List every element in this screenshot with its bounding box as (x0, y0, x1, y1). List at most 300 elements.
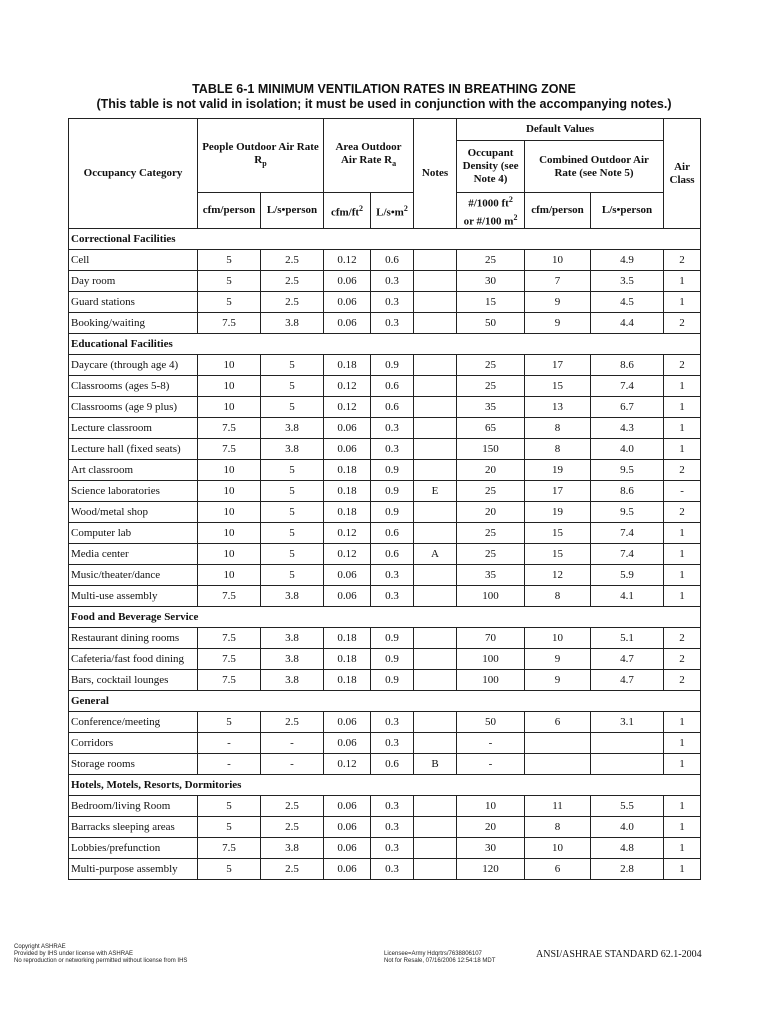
combined-ls-person-cell: 5.9 (591, 565, 664, 586)
occupancy-name-cell: Day room (69, 271, 198, 292)
occupant-density-cell: 150 (457, 439, 525, 460)
table-row (69, 439, 701, 460)
occupant-density-cell: - (457, 733, 525, 754)
category-row (69, 334, 701, 355)
table-row (69, 712, 701, 733)
notes-cell (414, 817, 457, 838)
people-cfm-person-cell: 5 (198, 712, 261, 733)
header-ls-person: L/s•person (261, 193, 324, 229)
people-cfm-person-cell: - (198, 754, 261, 775)
area-ls-m2-cell: 0.6 (371, 397, 414, 418)
occupancy-name-cell: Science laboratories (69, 481, 198, 502)
occupancy-name-cell: Storage rooms (69, 754, 198, 775)
combined-ls-person-cell: 6.7 (591, 397, 664, 418)
area-cfm-ft2-cell: 0.06 (324, 271, 371, 292)
area-cfm-ft2-cell: 0.06 (324, 313, 371, 334)
air-class-cell: 1 (664, 565, 701, 586)
combined-ls-person-cell: 5.5 (591, 796, 664, 817)
area-cfm-ft2-cell: 0.12 (324, 250, 371, 271)
air-class-cell: 2 (664, 670, 701, 691)
area-cfm-ft2-cell: 0.06 (324, 565, 371, 586)
occupancy-name-cell: Bars, cocktail lounges (69, 670, 198, 691)
people-ls-person-cell: 2.5 (261, 817, 324, 838)
occupancy-name-cell: Multi-purpose assembly (69, 859, 198, 880)
air-class-cell: 2 (664, 649, 701, 670)
occupant-density-cell: 50 (457, 313, 525, 334)
combined-cfm-person-cell: 10 (525, 250, 591, 271)
category-label: General (69, 691, 701, 712)
combined-cfm-person-cell: 7 (525, 271, 591, 292)
people-ls-person-cell: 2.5 (261, 292, 324, 313)
occupancy-name-cell: Restaurant dining rooms (69, 628, 198, 649)
table-row (69, 754, 701, 775)
area-cfm-ft2-cell: 0.18 (324, 355, 371, 376)
occupancy-name-cell: Barracks sleeping areas (69, 817, 198, 838)
area-cfm-ft2-cell: 0.18 (324, 481, 371, 502)
area-ls-m2-cell: 0.3 (371, 586, 414, 607)
area-cfm-ft2-cell: 0.06 (324, 712, 371, 733)
table-row (69, 313, 701, 334)
occupant-density-cell: 35 (457, 397, 525, 418)
table-row (69, 838, 701, 859)
table-row (69, 250, 701, 271)
area-cfm-ft2-cell: 0.06 (324, 418, 371, 439)
area-cfm-ft2-cell: 0.18 (324, 628, 371, 649)
people-ls-person-cell: 3.8 (261, 838, 324, 859)
occupancy-name-cell: Art classroom (69, 460, 198, 481)
combined-ls-person-cell: 4.9 (591, 250, 664, 271)
people-cfm-person-cell: 5 (198, 796, 261, 817)
header-ls-m2: $L/s•m^2$ (371, 193, 414, 229)
notes-cell (414, 460, 457, 481)
people-cfm-person-cell: 7.5 (198, 586, 261, 607)
people-cfm-person-cell: 10 (198, 460, 261, 481)
combined-cfm-person-cell: 17 (525, 481, 591, 502)
people-cfm-person-cell: 10 (198, 397, 261, 418)
area-ls-m2-cell: 0.9 (371, 670, 414, 691)
area-ls-m2-cell: 0.6 (371, 544, 414, 565)
notes-cell: A (414, 544, 457, 565)
table-row (69, 397, 701, 418)
combined-cfm-person-cell: 17 (525, 355, 591, 376)
occupancy-name-cell: Conference/meeting (69, 712, 198, 733)
ventilation-rates-table (68, 118, 701, 880)
combined-cfm-person-cell: 10 (525, 628, 591, 649)
area-ls-m2-cell: 0.6 (371, 754, 414, 775)
people-cfm-person-cell: 7.5 (198, 313, 261, 334)
area-ls-m2-cell: 0.3 (371, 271, 414, 292)
notes-cell (414, 628, 457, 649)
people-ls-person-cell: 5 (261, 460, 324, 481)
people-cfm-person-cell: 10 (198, 544, 261, 565)
people-ls-person-cell: 2.5 (261, 859, 324, 880)
combined-cfm-person-cell (525, 754, 591, 775)
people-cfm-person-cell: 10 (198, 523, 261, 544)
occupant-density-cell: 70 (457, 628, 525, 649)
category-row (69, 691, 701, 712)
area-ls-m2-cell: 0.9 (371, 502, 414, 523)
header-default-ls-person: L/s•person (591, 193, 664, 229)
table-row (69, 544, 701, 565)
people-cfm-person-cell: 10 (198, 376, 261, 397)
notes-cell (414, 313, 457, 334)
air-class-cell: 2 (664, 628, 701, 649)
notes-cell (414, 250, 457, 271)
occupancy-name-cell: Lobbies/prefunction (69, 838, 198, 859)
people-ls-person-cell: 3.8 (261, 670, 324, 691)
area-ls-m2-cell: 0.9 (371, 628, 414, 649)
combined-cfm-person-cell: 9 (525, 649, 591, 670)
area-ls-m2-cell: 0.6 (371, 523, 414, 544)
people-cfm-person-cell: 7.5 (198, 439, 261, 460)
occupant-density-cell: 25 (457, 355, 525, 376)
occupancy-name-cell: Cafeteria/fast food dining (69, 649, 198, 670)
people-cfm-person-cell: 7.5 (198, 838, 261, 859)
air-class-cell: 1 (664, 859, 701, 880)
people-ls-person-cell: 5 (261, 565, 324, 586)
people-ls-person-cell: 2.5 (261, 250, 324, 271)
air-class-cell: 1 (664, 586, 701, 607)
header-cfm-ft2: cfm/$ft^2$ (324, 193, 371, 229)
area-cfm-ft2-cell: 0.06 (324, 859, 371, 880)
table-row (69, 565, 701, 586)
area-ls-m2-cell: 0.9 (371, 481, 414, 502)
occupant-density-cell: 25 (457, 250, 525, 271)
occupancy-name-cell: Lecture classroom (69, 418, 198, 439)
header-notes: Notes (414, 119, 457, 229)
combined-ls-person-cell: 8.6 (591, 355, 664, 376)
table-row (69, 796, 701, 817)
occupancy-name-cell: Lecture hall (fixed seats) (69, 439, 198, 460)
air-class-cell: 1 (664, 712, 701, 733)
people-ls-person-cell: - (261, 754, 324, 775)
area-ls-m2-cell: 0.6 (371, 250, 414, 271)
combined-cfm-person-cell: 9 (525, 670, 591, 691)
people-cfm-person-cell: 7.5 (198, 418, 261, 439)
category-label: Hotels, Motels, Resorts, Dormitories (69, 775, 701, 796)
people-ls-person-cell: 3.8 (261, 313, 324, 334)
area-cfm-ft2-cell: 0.12 (324, 754, 371, 775)
occupant-density-cell: 25 (457, 376, 525, 397)
combined-cfm-person-cell: 10 (525, 838, 591, 859)
combined-cfm-person-cell: 6 (525, 859, 591, 880)
air-class-cell: 1 (664, 754, 701, 775)
occupancy-name-cell: Booking/waiting (69, 313, 198, 334)
occupant-density-cell: 35 (457, 565, 525, 586)
combined-ls-person-cell: 4.7 (591, 649, 664, 670)
area-ls-m2-cell: 0.9 (371, 460, 414, 481)
combined-ls-person-cell: 4.0 (591, 439, 664, 460)
area-ls-m2-cell: 0.3 (371, 418, 414, 439)
table-row (69, 523, 701, 544)
occupant-density-cell: 30 (457, 271, 525, 292)
people-cfm-person-cell: 10 (198, 355, 261, 376)
air-class-cell: 1 (664, 271, 701, 292)
occupant-density-cell: 120 (457, 859, 525, 880)
notes-cell (414, 271, 457, 292)
combined-cfm-person-cell: 9 (525, 313, 591, 334)
area-ls-m2-cell: 0.3 (371, 313, 414, 334)
people-ls-person-cell: 5 (261, 376, 324, 397)
air-class-cell: 2 (664, 250, 701, 271)
table-row (69, 670, 701, 691)
area-cfm-ft2-cell: 0.12 (324, 397, 371, 418)
occupant-density-cell: 100 (457, 586, 525, 607)
header-cfm-person: cfm/person (198, 193, 261, 229)
header-default-cfm-person: cfm/person (525, 193, 591, 229)
combined-ls-person-cell: 7.4 (591, 376, 664, 397)
occupancy-name-cell: Guard stations (69, 292, 198, 313)
category-row (69, 607, 701, 628)
air-class-cell: 1 (664, 376, 701, 397)
combined-ls-person-cell: 5.1 (591, 628, 664, 649)
people-ls-person-cell: 3.8 (261, 586, 324, 607)
combined-ls-person-cell: 3.5 (591, 271, 664, 292)
area-cfm-ft2-cell: 0.18 (324, 670, 371, 691)
air-class-cell: 1 (664, 439, 701, 460)
occupancy-name-cell: Wood/metal shop (69, 502, 198, 523)
area-ls-m2-cell: 0.3 (371, 292, 414, 313)
notes-cell (414, 397, 457, 418)
notes-cell (414, 292, 457, 313)
air-class-cell: 2 (664, 355, 701, 376)
notes-cell (414, 586, 457, 607)
header-density-units: #/1000 $ft^2$ or #/100 $m^2$ (457, 193, 525, 229)
area-ls-m2-cell: 0.3 (371, 859, 414, 880)
occupant-density-cell: 100 (457, 670, 525, 691)
air-class-cell: 2 (664, 502, 701, 523)
notes-cell (414, 838, 457, 859)
notes-cell (414, 439, 457, 460)
people-cfm-person-cell: 7.5 (198, 670, 261, 691)
occupancy-name-cell: Daycare (through age 4) (69, 355, 198, 376)
copyright-line: Copyright ASHRAE (14, 944, 66, 950)
area-ls-m2-cell: 0.3 (371, 796, 414, 817)
people-ls-person-cell: 3.8 (261, 649, 324, 670)
table-row (69, 586, 701, 607)
occupancy-name-cell: Corridors (69, 733, 198, 754)
table-row (69, 355, 701, 376)
people-ls-person-cell: 5 (261, 502, 324, 523)
notes-cell (414, 355, 457, 376)
people-cfm-person-cell: 10 (198, 502, 261, 523)
people-cfm-person-cell: 5 (198, 817, 261, 838)
combined-ls-person-cell: 4.7 (591, 670, 664, 691)
occupant-density-cell: 20 (457, 460, 525, 481)
occupant-density-cell: 25 (457, 523, 525, 544)
combined-cfm-person-cell: 8 (525, 586, 591, 607)
occupancy-name-cell: Classrooms (age 9 plus) (69, 397, 198, 418)
people-cfm-person-cell: 10 (198, 565, 261, 586)
table-row (69, 418, 701, 439)
people-cfm-person-cell: 5 (198, 292, 261, 313)
combined-ls-person-cell: 7.4 (591, 544, 664, 565)
people-cfm-person-cell: 7.5 (198, 649, 261, 670)
air-class-cell: - (664, 481, 701, 502)
people-cfm-person-cell: 7.5 (198, 628, 261, 649)
occupant-density-cell: 30 (457, 838, 525, 859)
header-combined-outdoor-air-rate: Combined Outdoor Air Rate (see Note 5) (525, 141, 664, 193)
air-class-cell: 1 (664, 796, 701, 817)
area-cfm-ft2-cell: 0.12 (324, 376, 371, 397)
notes-cell (414, 712, 457, 733)
air-class-cell: 1 (664, 418, 701, 439)
area-cfm-ft2-cell: 0.06 (324, 838, 371, 859)
occupant-density-cell: 65 (457, 418, 525, 439)
notes-cell (414, 523, 457, 544)
combined-cfm-person-cell: 19 (525, 460, 591, 481)
notes-cell (414, 376, 457, 397)
area-cfm-ft2-cell: 0.06 (324, 796, 371, 817)
occupant-density-cell: 15 (457, 292, 525, 313)
occupancy-name-cell: Bedroom/living Room (69, 796, 198, 817)
combined-cfm-person-cell: 9 (525, 292, 591, 313)
occupant-density-cell: 50 (457, 712, 525, 733)
combined-cfm-person-cell: 8 (525, 439, 591, 460)
area-ls-m2-cell: 0.3 (371, 712, 414, 733)
combined-cfm-person-cell: 15 (525, 523, 591, 544)
copyright-notice (14, 944, 187, 965)
category-row (69, 775, 701, 796)
combined-ls-person-cell (591, 754, 664, 775)
table-subtitle: (This table is not valid in isolation; it must be used in conjunction with the accompanying notes.) (96, 97, 672, 111)
people-cfm-person-cell: 5 (198, 859, 261, 880)
notes-cell (414, 649, 457, 670)
combined-ls-person-cell: 9.5 (591, 460, 664, 481)
header-people-outdoor-air-rate: People Outdoor Air Rate $R_p$ (198, 119, 324, 193)
area-ls-m2-cell: 0.3 (371, 439, 414, 460)
header-default-values: Default Values (457, 119, 664, 141)
combined-cfm-person-cell: 11 (525, 796, 591, 817)
people-ls-person-cell: 5 (261, 481, 324, 502)
reproduction-line: No reproduction or networking permitted without license from IHS (14, 958, 188, 964)
occupant-density-cell: 25 (457, 481, 525, 502)
area-cfm-ft2-cell: 0.06 (324, 292, 371, 313)
combined-cfm-person-cell: 12 (525, 565, 591, 586)
area-cfm-ft2-cell: 0.18 (324, 460, 371, 481)
combined-cfm-person-cell: 13 (525, 397, 591, 418)
area-ls-m2-cell: 0.3 (371, 733, 414, 754)
occupancy-name-cell: Media center (69, 544, 198, 565)
people-ls-person-cell: 2.5 (261, 796, 324, 817)
area-ls-m2-cell: 0.3 (371, 817, 414, 838)
air-class-cell: 1 (664, 817, 701, 838)
occupant-density-cell: 10 (457, 796, 525, 817)
area-ls-m2-cell: 0.9 (371, 355, 414, 376)
air-class-cell: 1 (664, 544, 701, 565)
air-class-cell: 2 (664, 313, 701, 334)
combined-cfm-person-cell: 15 (525, 376, 591, 397)
people-ls-person-cell: 5 (261, 544, 324, 565)
occupant-density-cell: 20 (457, 817, 525, 838)
combined-cfm-person-cell: 8 (525, 817, 591, 838)
header-air-class: Air Class (664, 119, 701, 229)
people-ls-person-cell: 5 (261, 523, 324, 544)
combined-cfm-person-cell: 15 (525, 544, 591, 565)
area-ls-m2-cell: 0.9 (371, 649, 414, 670)
air-class-cell: 1 (664, 292, 701, 313)
licensee-notice (384, 951, 495, 965)
notes-cell (414, 859, 457, 880)
occupancy-name-cell: Classrooms (ages 5-8) (69, 376, 198, 397)
category-row (69, 229, 701, 250)
notes-cell: B (414, 754, 457, 775)
people-ls-person-cell: 5 (261, 397, 324, 418)
combined-ls-person-cell (591, 733, 664, 754)
table-row (69, 817, 701, 838)
combined-cfm-person-cell (525, 733, 591, 754)
category-label: Educational Facilities (69, 334, 701, 355)
header-area-outdoor-air-rate: Area Outdoor Air Rate $R_a$ (324, 119, 414, 193)
area-cfm-ft2-cell: 0.18 (324, 649, 371, 670)
area-cfm-ft2-cell: 0.06 (324, 817, 371, 838)
area-cfm-ft2-cell: 0.18 (324, 502, 371, 523)
combined-ls-person-cell: 4.5 (591, 292, 664, 313)
table-row (69, 292, 701, 313)
notes-cell (414, 670, 457, 691)
occupant-density-cell: 100 (457, 649, 525, 670)
header-occupant-density: Occupant Density (see Note 4) (457, 141, 525, 193)
combined-ls-person-cell: 4.8 (591, 838, 664, 859)
table-row (69, 502, 701, 523)
air-class-cell: 2 (664, 460, 701, 481)
area-cfm-ft2-cell: 0.06 (324, 733, 371, 754)
table-row (69, 481, 701, 502)
table-row (69, 460, 701, 481)
combined-ls-person-cell: 3.1 (591, 712, 664, 733)
people-ls-person-cell: - (261, 733, 324, 754)
area-ls-m2-cell: 0.3 (371, 838, 414, 859)
notes-cell: E (414, 481, 457, 502)
standard-name: ANSI/ASHRAE STANDARD 62.1-2004 (536, 949, 702, 960)
air-class-cell: 1 (664, 397, 701, 418)
people-ls-person-cell: 5 (261, 355, 324, 376)
table-row (69, 376, 701, 397)
occupant-density-cell: - (457, 754, 525, 775)
area-cfm-ft2-cell: 0.06 (324, 439, 371, 460)
combined-cfm-person-cell: 6 (525, 712, 591, 733)
combined-ls-person-cell: 2.8 (591, 859, 664, 880)
occupant-density-cell: 20 (457, 502, 525, 523)
area-ls-m2-cell: 0.3 (371, 565, 414, 586)
combined-ls-person-cell: 9.5 (591, 502, 664, 523)
notes-cell (414, 565, 457, 586)
table-row (69, 649, 701, 670)
area-cfm-ft2-cell: 0.06 (324, 586, 371, 607)
combined-ls-person-cell: 4.1 (591, 586, 664, 607)
area-cfm-ft2-cell: 0.12 (324, 523, 371, 544)
people-ls-person-cell: 2.5 (261, 271, 324, 292)
license-line: Provided by IHS under license with ASHRAE (14, 951, 134, 957)
combined-ls-person-cell: 4.4 (591, 313, 664, 334)
occupant-density-cell: 25 (457, 544, 525, 565)
licensee-line: Licensee=Army Hdqrtrs/7638806107 (384, 951, 482, 957)
notes-cell (414, 796, 457, 817)
people-cfm-person-cell: 10 (198, 481, 261, 502)
resale-line: Not for Resale, 07/16/2006 12:54:18 MDT (384, 958, 496, 964)
people-ls-person-cell: 3.8 (261, 418, 324, 439)
table-title: TABLE 6-1 MINIMUM VENTILATION RATES IN BREATHING ZONE (192, 82, 576, 96)
combined-ls-person-cell: 4.3 (591, 418, 664, 439)
notes-cell (414, 502, 457, 523)
header-occupancy-category: Occupancy Category (69, 119, 198, 229)
combined-cfm-person-cell: 8 (525, 418, 591, 439)
air-class-cell: 1 (664, 733, 701, 754)
category-label: Food and Beverage Service (69, 607, 701, 628)
combined-ls-person-cell: 8.6 (591, 481, 664, 502)
table-header (69, 119, 701, 229)
area-cfm-ft2-cell: 0.12 (324, 544, 371, 565)
